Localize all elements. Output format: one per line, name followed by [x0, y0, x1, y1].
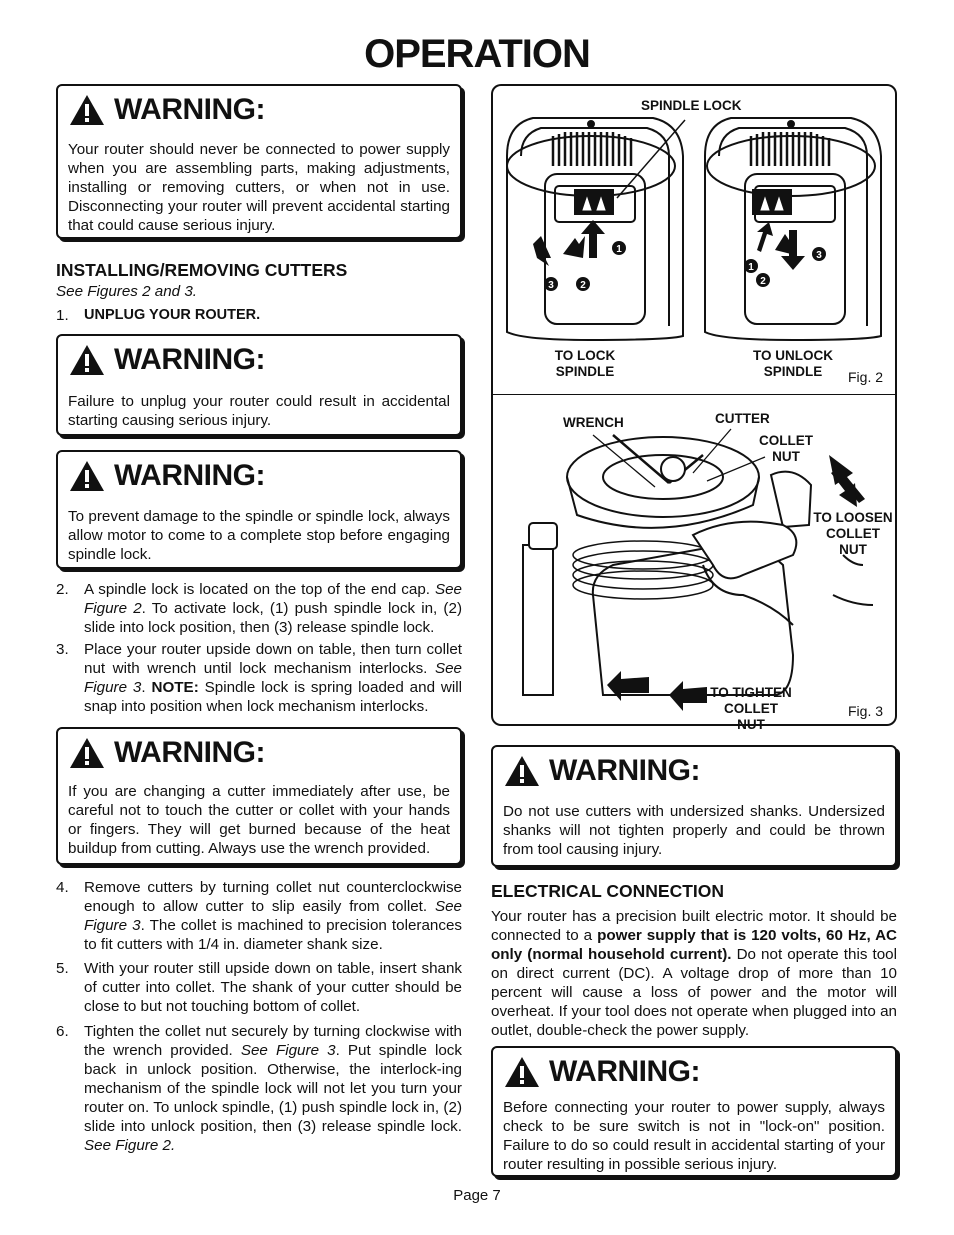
step-text-part: Spindle lock is spring loaded and will snap into position when lock mechanism interlocks. [84, 679, 462, 715]
warning-label: WARNING: [549, 754, 700, 787]
label-cutter: CUTTER [715, 411, 770, 426]
figure-3-panel [491, 394, 897, 732]
warning-text: Failure to unplug your router could result in accidental starting causing serious injury. [68, 393, 450, 429]
step-text [84, 1022, 462, 1155]
label-line: TO LOCK [554, 348, 616, 363]
figure-reference: See Figure 3 [84, 898, 462, 934]
warning-header [503, 1052, 700, 1092]
step-text-part: . To activate lock, (1) push spindle lock in, (2) slide into lock position, then (3) release spindle lock. [84, 600, 462, 636]
label-to-tighten [709, 685, 793, 733]
list-item-step-6 [56, 1022, 462, 1157]
step-text: With your router still upside down on table, insert shank of cutter into collet. The shank of your cutter should be close to but not touching bottom of collet. [84, 960, 462, 1015]
warning-text: If you are changing a cutter immediately after use, be careful not to touch the cutter or collet with your hands or fingers. They will get burned because of the heat buildup from cutting. Always use the wrench provided. [68, 783, 450, 857]
warning-text: To prevent damage to the spindle or spindle lock, always allow motor to come to a complete stop before engaging spindle lock. [68, 508, 450, 563]
warning-box-spindle [56, 450, 462, 569]
warning-box-undersized-shanks [491, 745, 897, 867]
list-item-step-3 [56, 640, 462, 718]
warning-box-power [56, 84, 462, 239]
warning-box-lock-on [491, 1046, 897, 1177]
warning-text: Before connecting your router to power supply, always check to be sure switch is not in "lock-on" position. Failure to do so could result in accidental starting of your router resulting in possible serious injury. [503, 1099, 885, 1173]
figure-caption: Fig. 3 [848, 703, 884, 719]
warning-text: Do not use cutters with undersized shanks. Undersized shanks will not tighten properly and could be thrown from tool causing injury. [503, 803, 885, 858]
step-text-part: . Put spindle lock back in unlock position. Otherwise, the interlock-ing mechanism of the spindle lock will not let you turn your router on. To unlock spindle, (1) push spindle lock in, (2) slide into unlock position, then (3) release spindle lock. [84, 1042, 462, 1135]
warning-header [503, 751, 700, 791]
step-marker-label: 1 [616, 244, 622, 255]
warning-header [68, 733, 265, 773]
step-marker-label: 1 [748, 262, 754, 273]
warning-box-hot-cutter [56, 727, 462, 865]
note-label: NOTE: [151, 679, 199, 696]
step-marker-label: 3 [548, 280, 554, 291]
label-line: NUT [772, 449, 800, 464]
label-line: COLLET NUT [724, 701, 778, 732]
page-number: Page 7 [453, 1187, 501, 1204]
label-wrench: WRENCH [563, 415, 624, 430]
label-to-lock [553, 348, 617, 380]
warning-header [68, 90, 265, 130]
figure-reference: See Figure 2. [84, 1137, 176, 1154]
electrical-paragraph [491, 907, 897, 1040]
loosen-arrow-icon [829, 455, 865, 507]
warning-triangle-icon [68, 93, 106, 127]
step-text: UNPLUG YOUR ROUTER. [84, 307, 261, 323]
paragraph-text-part: Your router has a precision built electric motor. It should be connected to a [491, 908, 897, 944]
step-number: 6. [56, 1023, 69, 1040]
end-cap-unlock-drawing [705, 118, 881, 340]
warning-triangle-icon [68, 343, 106, 377]
step-text [84, 640, 462, 716]
step-text [84, 878, 462, 954]
step-number: 4. [56, 879, 69, 896]
warning-triangle-icon [503, 754, 541, 788]
step-text [84, 580, 462, 637]
step-number: 5. [56, 960, 69, 977]
step-number: 1. [56, 307, 69, 324]
figure-reference: See Figure 3 [240, 1042, 336, 1059]
list-item-step-5 [56, 959, 462, 1019]
step-number: 2. [56, 581, 69, 598]
warning-label: WARNING: [114, 736, 265, 769]
label-line: TO UNLOCK [753, 348, 833, 363]
figure-reference: See Figure 3 [84, 660, 462, 696]
figure-reference: See Figure 2 [84, 581, 462, 617]
step-text-part: A spindle lock is located on the top of the end cap. [84, 581, 435, 598]
label-line: COLLET NUT [826, 526, 880, 557]
list-item-step-2 [56, 580, 462, 640]
warning-header [68, 456, 265, 496]
step-marker-label: 3 [816, 250, 822, 261]
figure-2-illustration [493, 86, 895, 393]
section-heading-installing: INSTALLING/REMOVING CUTTERS [56, 260, 348, 280]
step-text-part: . The collet is machined to precision tolerances to fit cutters with 1/4 in. diameter shank size. [84, 917, 462, 953]
figure-2-panel [491, 84, 897, 395]
paragraph-text-part: Do not operate this tool on direct current (DC). A voltage drop of more than 10 percent will cause a loss of power and the motor will overheat. If your tool does not operate when plugged into an outlet, double-check the power supply. [491, 946, 897, 1039]
section-heading-electrical: ELECTRICAL CONNECTION [491, 881, 725, 901]
step-marker-label: 2 [580, 280, 586, 291]
warning-label: WARNING: [114, 459, 265, 492]
label-line: SPINDLE [763, 364, 823, 379]
label-to-loosen [811, 510, 895, 558]
warning-label: WARNING: [549, 1055, 700, 1088]
label-to-unlock [751, 348, 835, 380]
warning-header [68, 340, 265, 380]
see-figures-note: See Figures 2 and 3. [56, 283, 197, 300]
step-text-part: . [141, 679, 152, 696]
label-spindle-lock: SPINDLE LOCK [641, 98, 742, 113]
page-title: OPERATION [364, 32, 590, 76]
label-line: COLLET [759, 433, 813, 448]
warning-triangle-icon [503, 1055, 541, 1089]
step-number: 3. [56, 641, 69, 658]
step-text-part: Tighten the collet nut securely by turning clockwise with the wrench provided. [84, 1023, 462, 1059]
warning-label: WARNING: [114, 343, 265, 376]
step-text-part: Remove cutters by turning collet nut counterclockwise enough to allow cutter to slip easily from collet. [84, 879, 462, 915]
label-line: TO TIGHTEN [710, 685, 792, 700]
warning-label: WARNING: [114, 93, 265, 126]
power-requirement: power supply that is 120 volts, 60 Hz, AC only (normal household current). [491, 927, 898, 963]
figure-caption: Fig. 2 [848, 369, 884, 385]
warning-triangle-icon [68, 459, 106, 493]
warning-text: Your router should never be connected to power supply when you are assembling parts, making adjustments, installing or removing cutters, or when not in use. Disconnecting your router will prevent accidental starting that could cause serious injury. [68, 141, 450, 234]
warning-box-unplug [56, 334, 462, 436]
step-text-part: Place your router upside down on table, then turn collet nut with wrench until lock mechanism interlocks. [84, 641, 462, 677]
step-marker-label: 2 [760, 276, 766, 287]
figure-3-illustration [493, 395, 895, 723]
list-item-step-4 [56, 878, 462, 958]
router-upside-down-drawing [523, 435, 873, 695]
warning-triangle-icon [68, 736, 106, 770]
label-line: TO LOOSEN [813, 510, 893, 525]
label-collet-nut [759, 433, 813, 465]
label-line: SPINDLE [555, 364, 615, 379]
